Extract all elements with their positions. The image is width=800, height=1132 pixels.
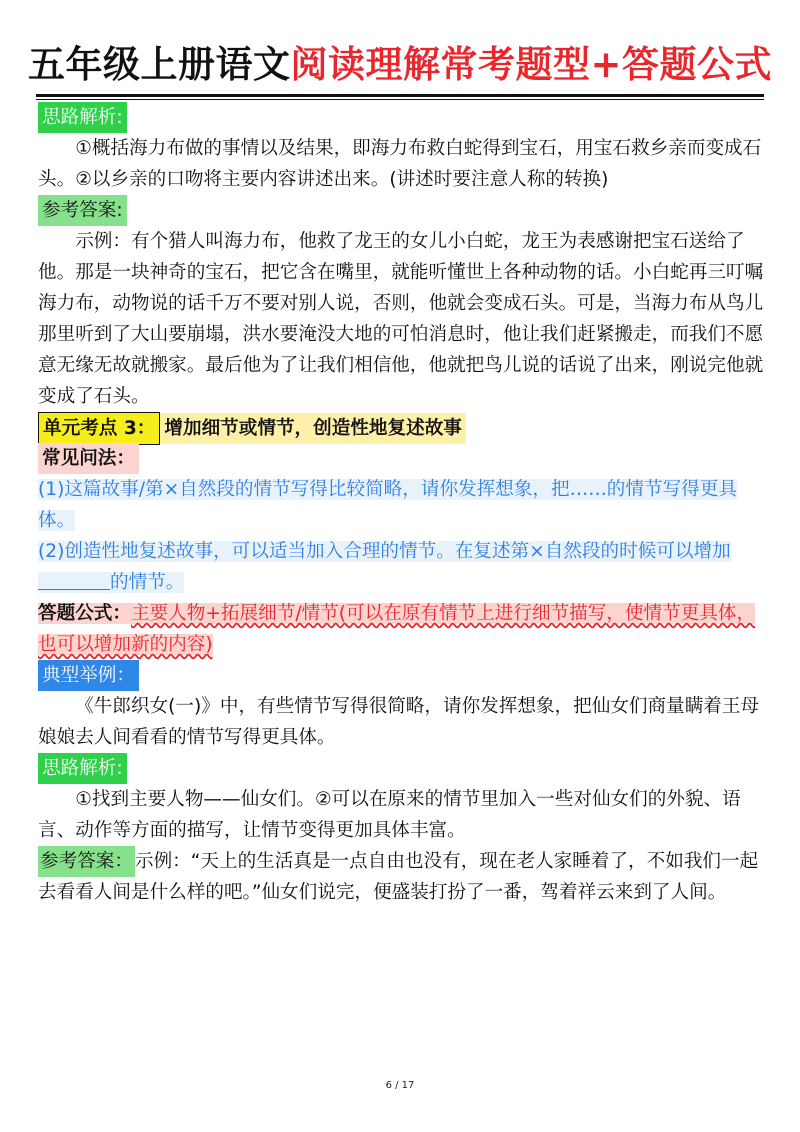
- answer-blank: [38, 570, 110, 590]
- unit-heading: [38, 412, 764, 443]
- formula-text: 主要人物+拓展细节/情节(可以在原有情节上进行细节描写，使情节更具体，也可以增加新的内容): [38, 603, 756, 655]
- page-title: [0, 40, 800, 90]
- answer-block-2: [38, 846, 764, 908]
- question-2-text-before: (2)创造性地复述故事，可以适当加入合理的情节。在复述第×自然段的时候可以增加: [38, 541, 731, 562]
- analysis-tag-2: 思路解析:: [38, 753, 127, 784]
- common-question-tag: 常见问法：: [38, 443, 139, 474]
- formula-tag: 答题公式：: [38, 603, 131, 624]
- question-2: [38, 536, 764, 598]
- question-2-text-after: 的情节。: [110, 572, 185, 593]
- analysis-tag-1: 思路解析:: [38, 102, 127, 133]
- unit-topic: 增加细节或情节，创造性地复述故事: [160, 413, 466, 444]
- answer-text-2: 示例：“天上的生活真是一点自由也没有，现在老人家睡着了，不如我们一起去看看人间是什么样的吧。”仙女们说完，便盛装打扮了一番，驾着祥云来到了人间。: [38, 851, 759, 903]
- answer-text-1: 示例：有个猎人叫海力布，他救了龙王的女儿小白蛇，龙王为表感谢把宝石送给了他。那是一块神奇的宝石，把它含在嘴里，就能听懂世上各种动物的话。小白蛇再三叮嘱海力布，动物说的话千万不要对别人说，否则，他就会变成石头。可是，当海力布从鸟儿那里听到了大山要崩塌，洪水要淹没大地的可怕消息时，他让我们赶紧搬走，而我们不愿意无缘无故就搬家。最后他为了让我们相信他，他就把鸟儿说的话说了出来，刚说完他就变成了石头。: [38, 231, 764, 407]
- unit-label: 单元考点 3：: [38, 412, 160, 445]
- answer-tag-1: 参考答案:: [38, 195, 127, 226]
- document-body: [38, 100, 764, 908]
- example-tag: 典型举例：: [38, 660, 139, 691]
- title-black-part: 五年级上册语文: [27, 43, 291, 86]
- answer-tag-2: 参考答案：: [38, 846, 135, 877]
- formula-block: [38, 598, 764, 660]
- analysis-text-2: ①找到主要人物——仙女们。②可以在原来的情节里加入一些对仙女们的外貌、语言、动作等方面的描写，让情节变得更加具体丰富。: [38, 789, 741, 841]
- title-red-part: 阅读理解常考题型+答题公式: [290, 43, 772, 86]
- question-1-text: (1)这篇故事/第×自然段的情节写得比较简略，请你发挥想象，把……的情节写得更具体。: [38, 479, 737, 531]
- question-1: [38, 474, 764, 536]
- analysis-text-1: ①概括海力布做的事情以及结果，即海力布救白蛇得到宝石，用宝石救乡亲而变成石头。②以乡亲的口吻将主要内容讲述出来。(讲述时要注意人称的转换): [38, 138, 762, 190]
- example-text: 《牛郎织女(一)》中，有些情节写得很简略，请你发挥想象，把仙女们商量瞒着王母娘娘去人间看看的情节写得更具体。: [38, 696, 760, 748]
- title-rule-thick: [36, 94, 764, 97]
- page-number: 6 / 17: [385, 1080, 415, 1091]
